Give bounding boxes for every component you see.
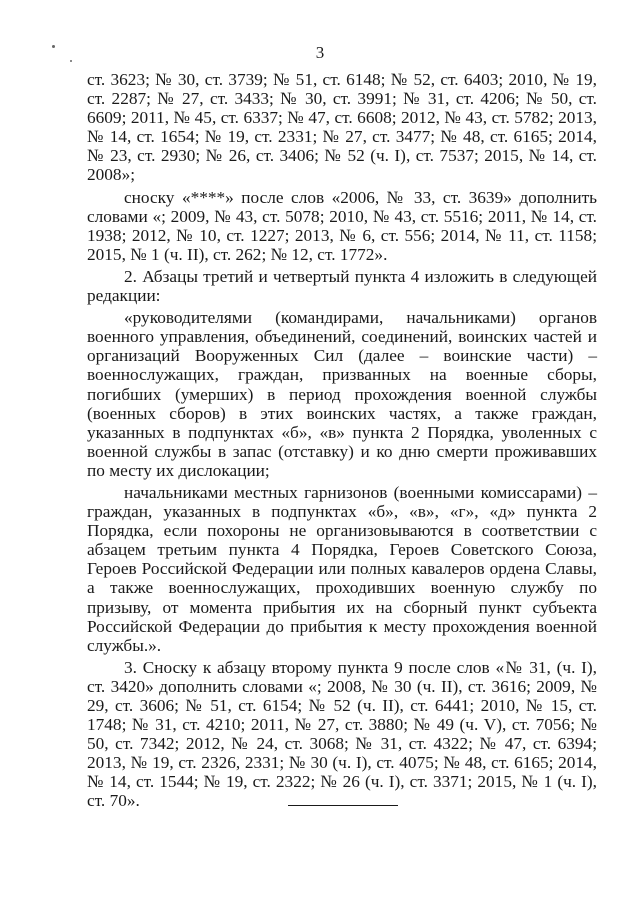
- document-body: [87, 70, 597, 811]
- paragraph-item-2: 2. Абзацы третий и четвертый пункта 4 изложить в следующей редакции:: [87, 266, 597, 306]
- paragraph-quote-garrison-heads: начальниками местных гарнизонов (военными комиссарами) – граждан, указанных в подпунктах «б», «в», «г», «д» пункта 2 Порядка, если похороны не организовываются в соответствии с абзацем третьим пункта 4 Порядка, Героев Советского Союза, Героев Российской Федерации или полных кавалеров ордена Славы, а также военнослужащих, проходивших военную службу по призыву, от момента прибытия их на сборный пункт субъекта Российской Федерации до прибытия к месту прохождения военной службы.».: [87, 482, 597, 655]
- page-number: 3: [315, 43, 325, 62]
- end-separator-line: [288, 805, 398, 806]
- paragraph-footnote-amendment: сноску «****» после слов «2006, № 33, ст. 3639» дополнить словами «; 2009, № 43, ст. 5078; 2010, № 43, ст. 5516; 2011, № 14, ст. 1938; 2012, № 10, ст. 1227; 2013, № 6, ст. 556; 2014, № 11, ст. 1158; 2015, № 1 (ч. II), ст. 262; № 12, ст. 1772».: [87, 187, 597, 264]
- paragraph-quote-commanders: «руководителями (командирами, начальниками) органов военного управления, объединений, соединений, воинских частей и организаций Вооруженных Сил (далее – воинские части) – военнослужащих, граждан, призванных на военные сборы, погибших (умерших) в период прохождения военной службы (военных сборов) в этих воинских частях, а также граждан, указанных в подпунктах «б», «в» пункта 2 Порядка, уволенных с военной службы в запас (отставку) и ко дню смерти проживавших по месту их дислокации;: [87, 308, 597, 480]
- paragraph-item-3: 3. Сноску к абзацу второму пункта 9 после слов «№ 31, (ч. I), ст. 3420» дополнить словами «; 2008, № 30 (ч. II), ст. 3616; 2009, № 29, ст. 3606; № 51, ст. 6154; № 52 (ч. II), ст. 6441; 2010, № 15, ст. 1748; № 31, ст. 4210; 2011, № 27, ст. 3880; № 49 (ч. V), ст. 7056; № 50, ст. 7342; 2012, № 24, ст. 3068; № 31, ст. 4322; № 47, ст. 6394; 2013, № 19, ст. 2326, 2331; № 30 (ч. I), ст. 4075; № 48, ст. 6165; 2014, № 14, ст. 1544; № 19, ст. 2322; № 26 (ч. I), ст. 3371; 2015, № 1 (ч. I), ст. 70».: [87, 657, 597, 811]
- paragraph-continuation-citations: ст. 3623; № 30, ст. 3739; № 51, ст. 6148; № 52, ст. 6403; 2010, № 19, ст. 2287; № 27, ст. 3433; № 30, ст. 3991; № 31, ст. 4206; № 50, ст. 6609; 2011, № 45, ст. 6337; № 47, ст. 6608; 2012, № 43, ст. 5782; 2013, № 14, ст. 1654; № 19, ст. 2331; № 27, ст. 3477; № 48, ст. 6165; 2014, № 23, ст. 2930; № 26, ст. 3406; № 52 (ч. I), ст. 7537; 2015, № 14, ст. 2008»;: [87, 70, 597, 185]
